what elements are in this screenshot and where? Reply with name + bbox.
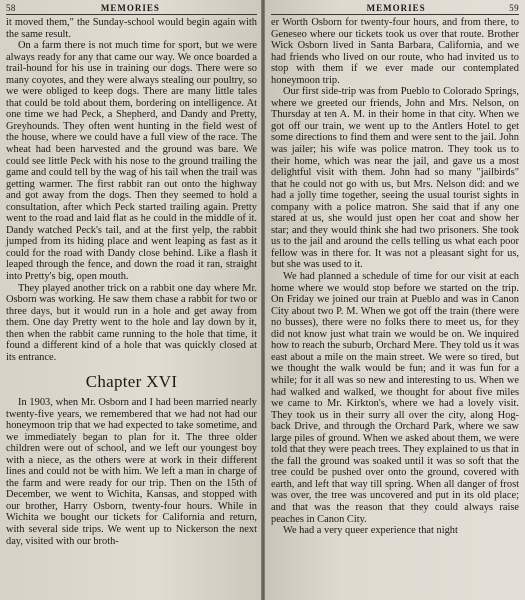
right-page-header [271, 3, 519, 15]
left-page-body [6, 17, 257, 547]
left-page-header [6, 3, 257, 15]
paragraph: They played another trick on a rabbit one day where Mr. Osborn was working. He saw them chase a rabbit for two or three days, but it would run in a hole and get away from them. One day Pretty went to the hole and lay down by it, then when the rabbit came running to the hole that time, it found a different kind of a hole that was quickly closed at its entrance. [6, 282, 257, 363]
right-page-body [271, 17, 519, 537]
paragraph: In 1903, when Mr. Osborn and I had been married nearly twenty-five years, we remembered that we had not had our honeymoon trip that we had expected to take sometime, and we immediately began to plan for it. The three older children were out of school, and we left our youngest boy with a niece, as the others were at work in their different lines and could not be with him. We left a man in charge of the farm and were ready for our trip. Then on the 15th of December, we went to Wichita, Kansas, and stopped with our brother, Harry Osborn, twenty-four hours. While in Wichita we bought our tickets for California and return, with several side trips. We went up to Nickerson the next day, visited with our broth- [6, 396, 257, 547]
left-page-number: 58 [6, 3, 16, 13]
paragraph: We had a very queer experience that night [283, 525, 458, 537]
book-gutter [261, 0, 265, 600]
chapter-heading: Chapter XVI [85, 372, 178, 392]
paragraph: Our first side-trip was from Pueblo to Colorado Springs, where we greeted our friends, John and Mrs. Nelson, on Thursday at ten A. M. in their home in that city. When we got off our train, we went up to the Antlers Hotel to get some directions to find them and were sent to the jail. John was jailer; his wife was police matron. They took us to their home, which was near the jail, and gave us a most delightful visit with them. John had so many "jailbirds" that he could not go with us, but Mrs. Nelson did: and we had a jolly time together, seeing the usual tourist sights in company with a police matron. She said that if any one stared at us, she would just open her coat and show her star; and they would think she had two prisoners. She took us to the jail and around the cells telling us what each poor fellow was in there for. It was not a pleasant sight for us, but she was used to it. [271, 86, 519, 271]
right-page [263, 0, 525, 600]
right-running-head: MEMORIES [366, 3, 426, 13]
right-page-number: 59 [509, 3, 519, 13]
paragraph: er Worth Osborn for twenty-four hours, and from there, to Geneseo where our tickets took us over that route. Brother Wick Osborn lived in Santa Barbara, California, and we had friends who lived on our route, who had invited us to stop with them if we ever made our contemplated honeymoon trip. [271, 17, 519, 86]
paragraph: it moved them," the Sunday-school would begin again with the same result. [6, 17, 257, 40]
left-running-head: MEMORIES [100, 3, 160, 13]
paragraph: On a farm there is not much time for sport, but we were always ready for any that came our way. We once boarded a trail-hound for his use in training our dogs. There were so many coyotes, and they were always stealing our poultry, so we were obliged to keep dogs. There are many little tales that could be told about them, bordering on intelligence. At one time we had Peck, a Shepherd, and Dandy and Pretty, Greyhounds. They often went hunting in the field west of the house, where we could have a full view of the race. The wheat had been harvested and the ground was bare. We could see little Peck with his nose to the ground trailing the game and could tell by the wag of his tail when the trail was getting warmer. The first rabbit ran out onto the highway and got away from the dogs. Then they seemed to hold a consultation, after which Peck started trailing again. Pretty went to the road and laid flat as he could in the middle of it. Dandy watched Peck's tail, and at the first yelp, the rabbit jumped from its hiding place and went leaping as fast as it could for the road with Dandy close behind. Like a flash it leaped through the fence, and down the road it ran, straight into Pretty's big, open mouth. [6, 40, 257, 283]
paragraph: We had planned a schedule of time for our visit at each home where we would stop before we started on the trip. On Friday we joined our train at Pueblo and was in Canon City about two P. M. When we got off the train (there were no busses), there were no folks there to meet us, for they did not know just what train we would be on. We inquired how to reach the suburb, Orchard Mere. They told us it was east about a mile on the main street. We were so tired, but we thought the walk would be fun; and it was fun for a while; for it all was so new and interesting to us. When we had walked and walked, we thought for about five miles we came to Mr. Kirkton's, where we had a lovely visit. They took us in their surry all over the city, along Hog-back Drive, and through the Orchard Park, where we saw large piles of ground. When we asked about them, we were told that they were peach trees. They explained to us that in the fall the ground was soaked until it was so soft that the tree could be pushed over onto the ground, covered with earth, and left that way till spring. When all danger of frost was over, the tree was uncovered and put in its old place; and that was the reason that they could always raise peaches in Canon City. [271, 271, 519, 525]
